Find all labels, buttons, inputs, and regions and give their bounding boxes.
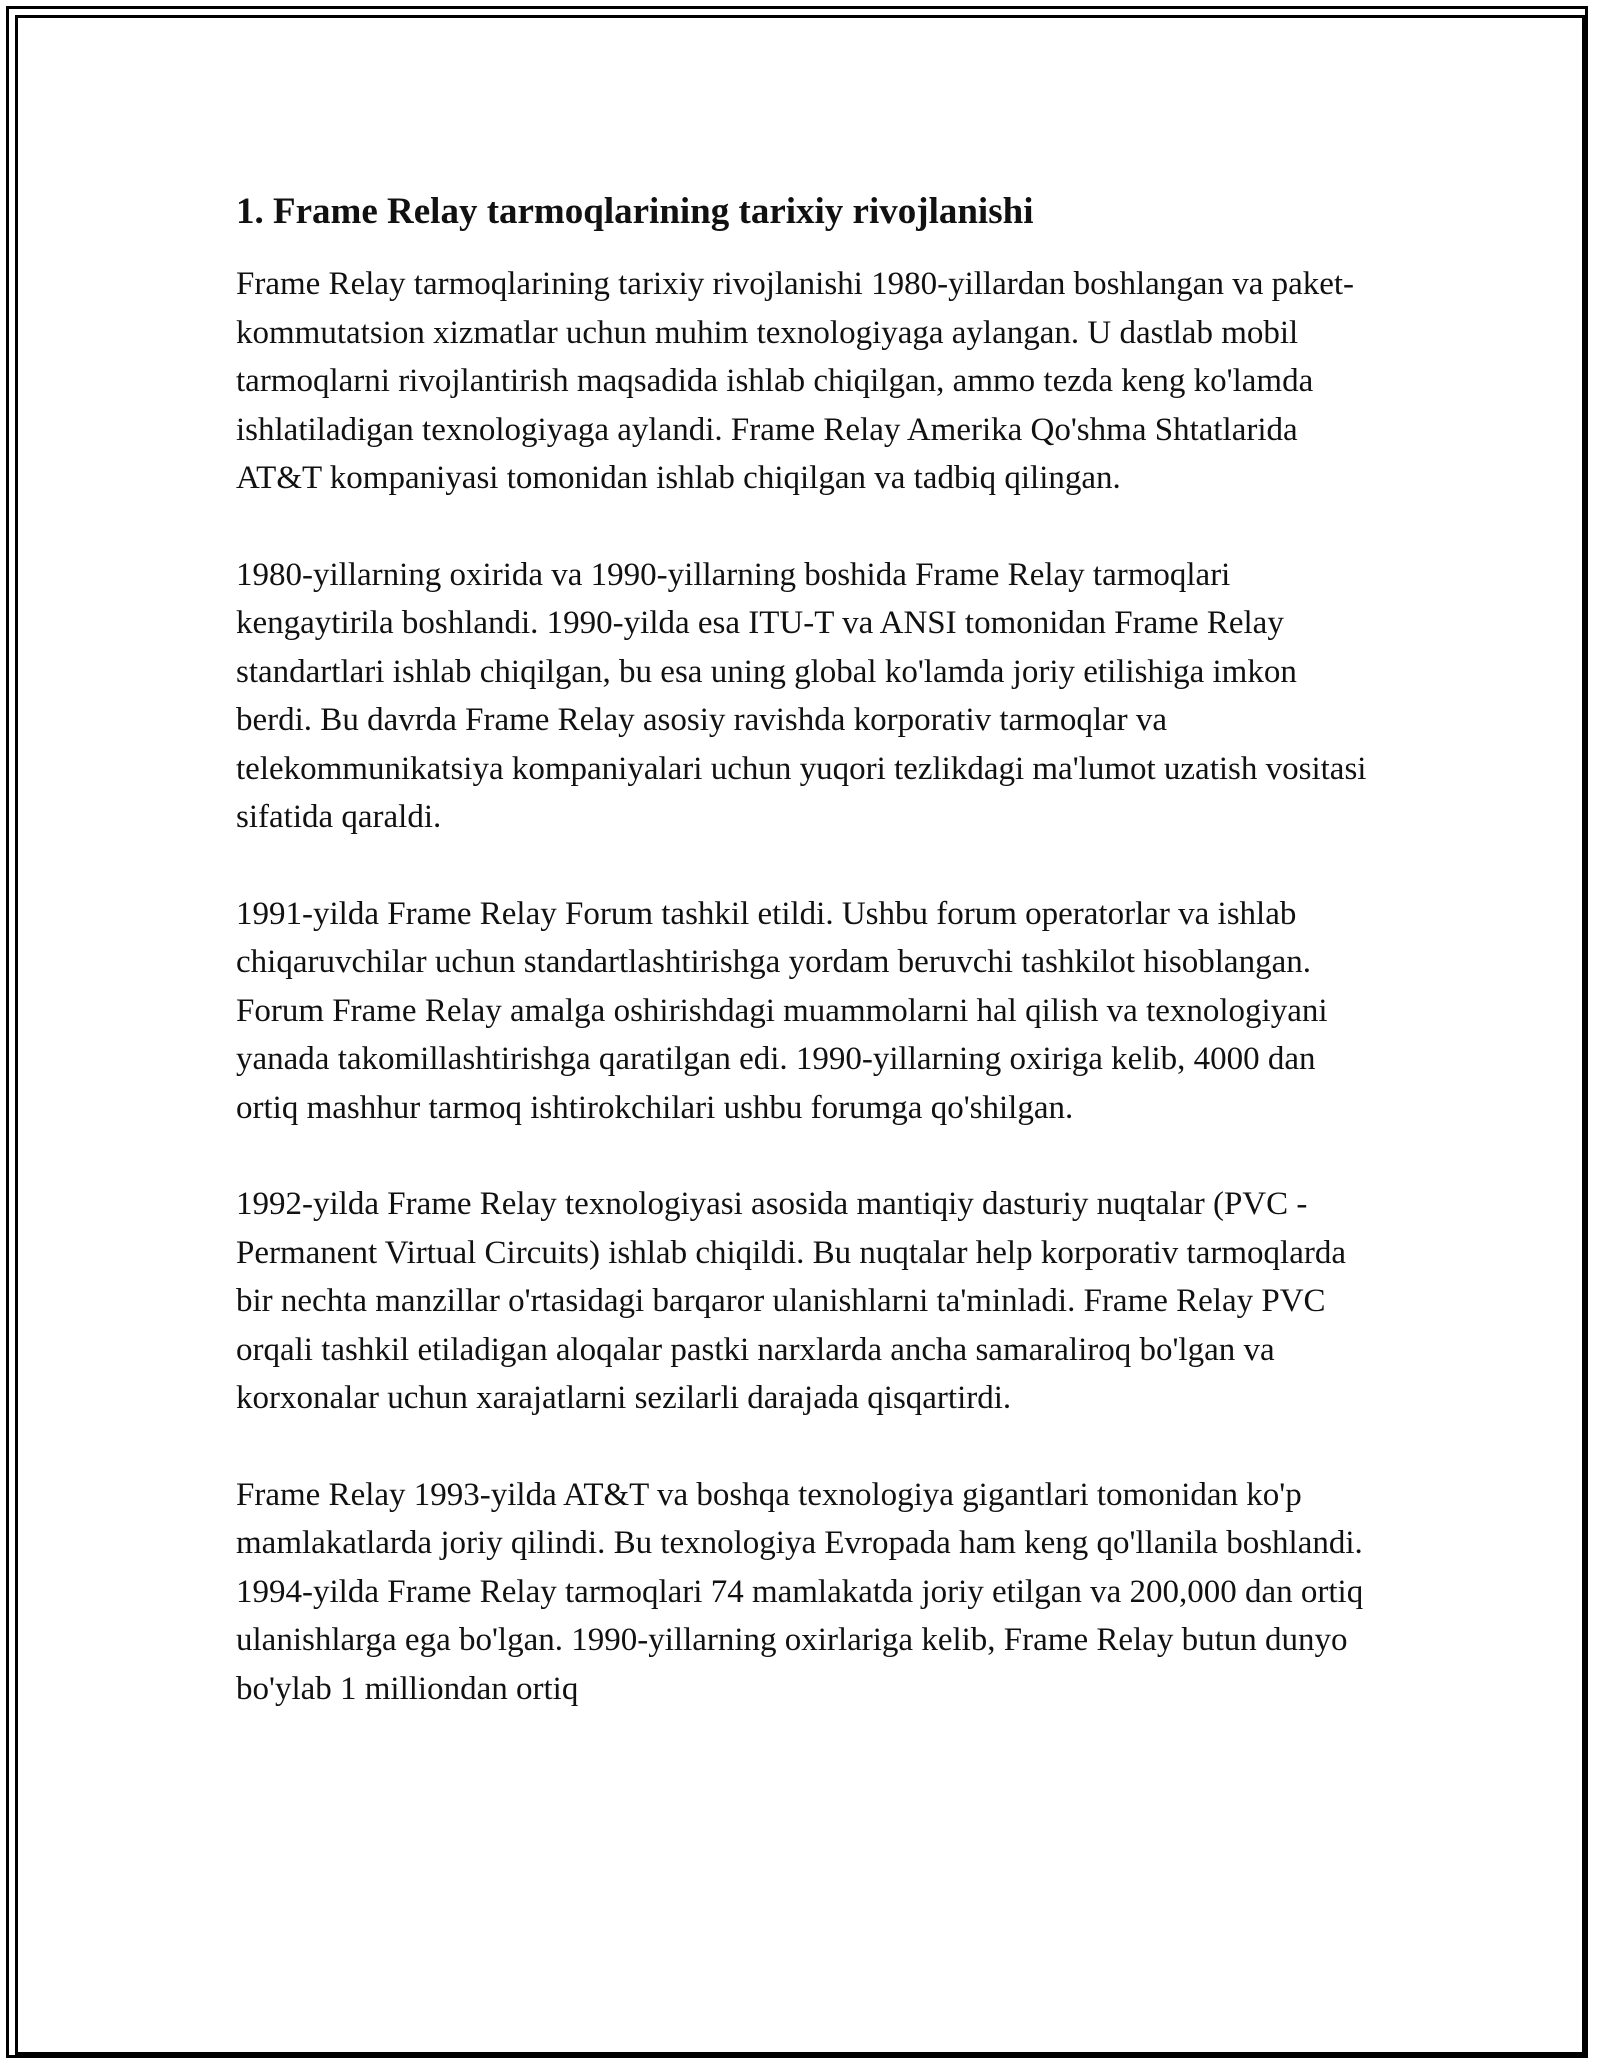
paragraph-expansion-standards: 1980-yillarning oxirida va 1990-yillarning boshida Frame Relay tarmoqlari kengaytirila boshlandi. 1990-yilda esa ITU-T va ANSI tomonidan Frame Relay standartlari ishlab chiqilgan, bu esa uning global ko'lamda joriy etilishiga imkon berdi. Bu davrda Frame Relay asosiy ravishda korporativ tarmoqlar va telekommunikatsiya kompaniyalari uchun yuqori tezlikdagi ma'lumot uzatish vositasi sifatida qaraldi.: [236, 556, 1367, 835]
document-body: [236, 188, 1376, 1713]
paragraph-pvc-development: 1992-yilda Frame Relay texnologiyasi asosida mantiqiy dasturiy nuqtalar (PVC - Permanent Virtual Circuits) ishlab chiqildi. Bu nuqtalar help korporativ tarmoqlarda bir nechta manzillar o'rtasidagi barqaror ulanishlarni ta'minladi. Frame Relay PVC orqali tashkil etiladigan aloqalar pastki narxlarda ancha samaraliroq bo'lgan va korxonalar uchun xarajatlarni sezilarli darajada qisqartirdi.: [236, 1186, 1346, 1416]
paragraph-frame-relay-forum: 1991-yilda Frame Relay Forum tashkil etildi. Ushbu forum operatorlar va ishlab chiqaruvchilar uchun standartlashtirishga yordam beruvchi tashkilot hisoblangan. Forum Frame Relay amalga oshirishdagi muammolarni hal qilish va texnologiyani yanada takomillashtirishga qaratilgan edi. 1990-yillarning oxiriga kelib, 4000 dan ortiq mashhur tarmoq ishtirokchilari ushbu forumga qo'shilgan.: [236, 895, 1328, 1126]
paragraph-global-adoption: Frame Relay 1993-yilda AT&T va boshqa texnologiya gigantlari tomonidan ko'p mamlakatlarda joriy qilindi. Bu texnologiya Evropada ham keng qo'llanila boshlandi. 1994-yilda Frame Relay tarmoqlari 74 mamlakatda joriy etilgan va 200,000 dan ortiq ulanishlarga ega bo'lgan. 1990-yillarning oxirlariga kelib, Frame Relay butun dunyo bo'ylab 1 milliondan ortiq: [236, 1476, 1364, 1707]
section-heading: 1. Frame Relay tarmoqlarining tarixiy rivojlanishi: [236, 191, 1034, 232]
paragraph-history-intro: Frame Relay tarmoqlarining tarixiy rivojlanishi 1980-yillardan boshlangan va paket-kommutatsion xizmatlar uchun muhim texnologiyaga aylangan. U dastlab mobil tarmoqlarni rivojlantirish maqsadida ishlab chiqilgan, ammo tezda keng ko'lamda ishlatiladigan texnologiyaga aylandi. Frame Relay Amerika Qo'shma Shtatlarida AT&T kompaniyasi tomonidan ishlab chiqilgan va tadbiq qilingan.: [236, 266, 1355, 496]
